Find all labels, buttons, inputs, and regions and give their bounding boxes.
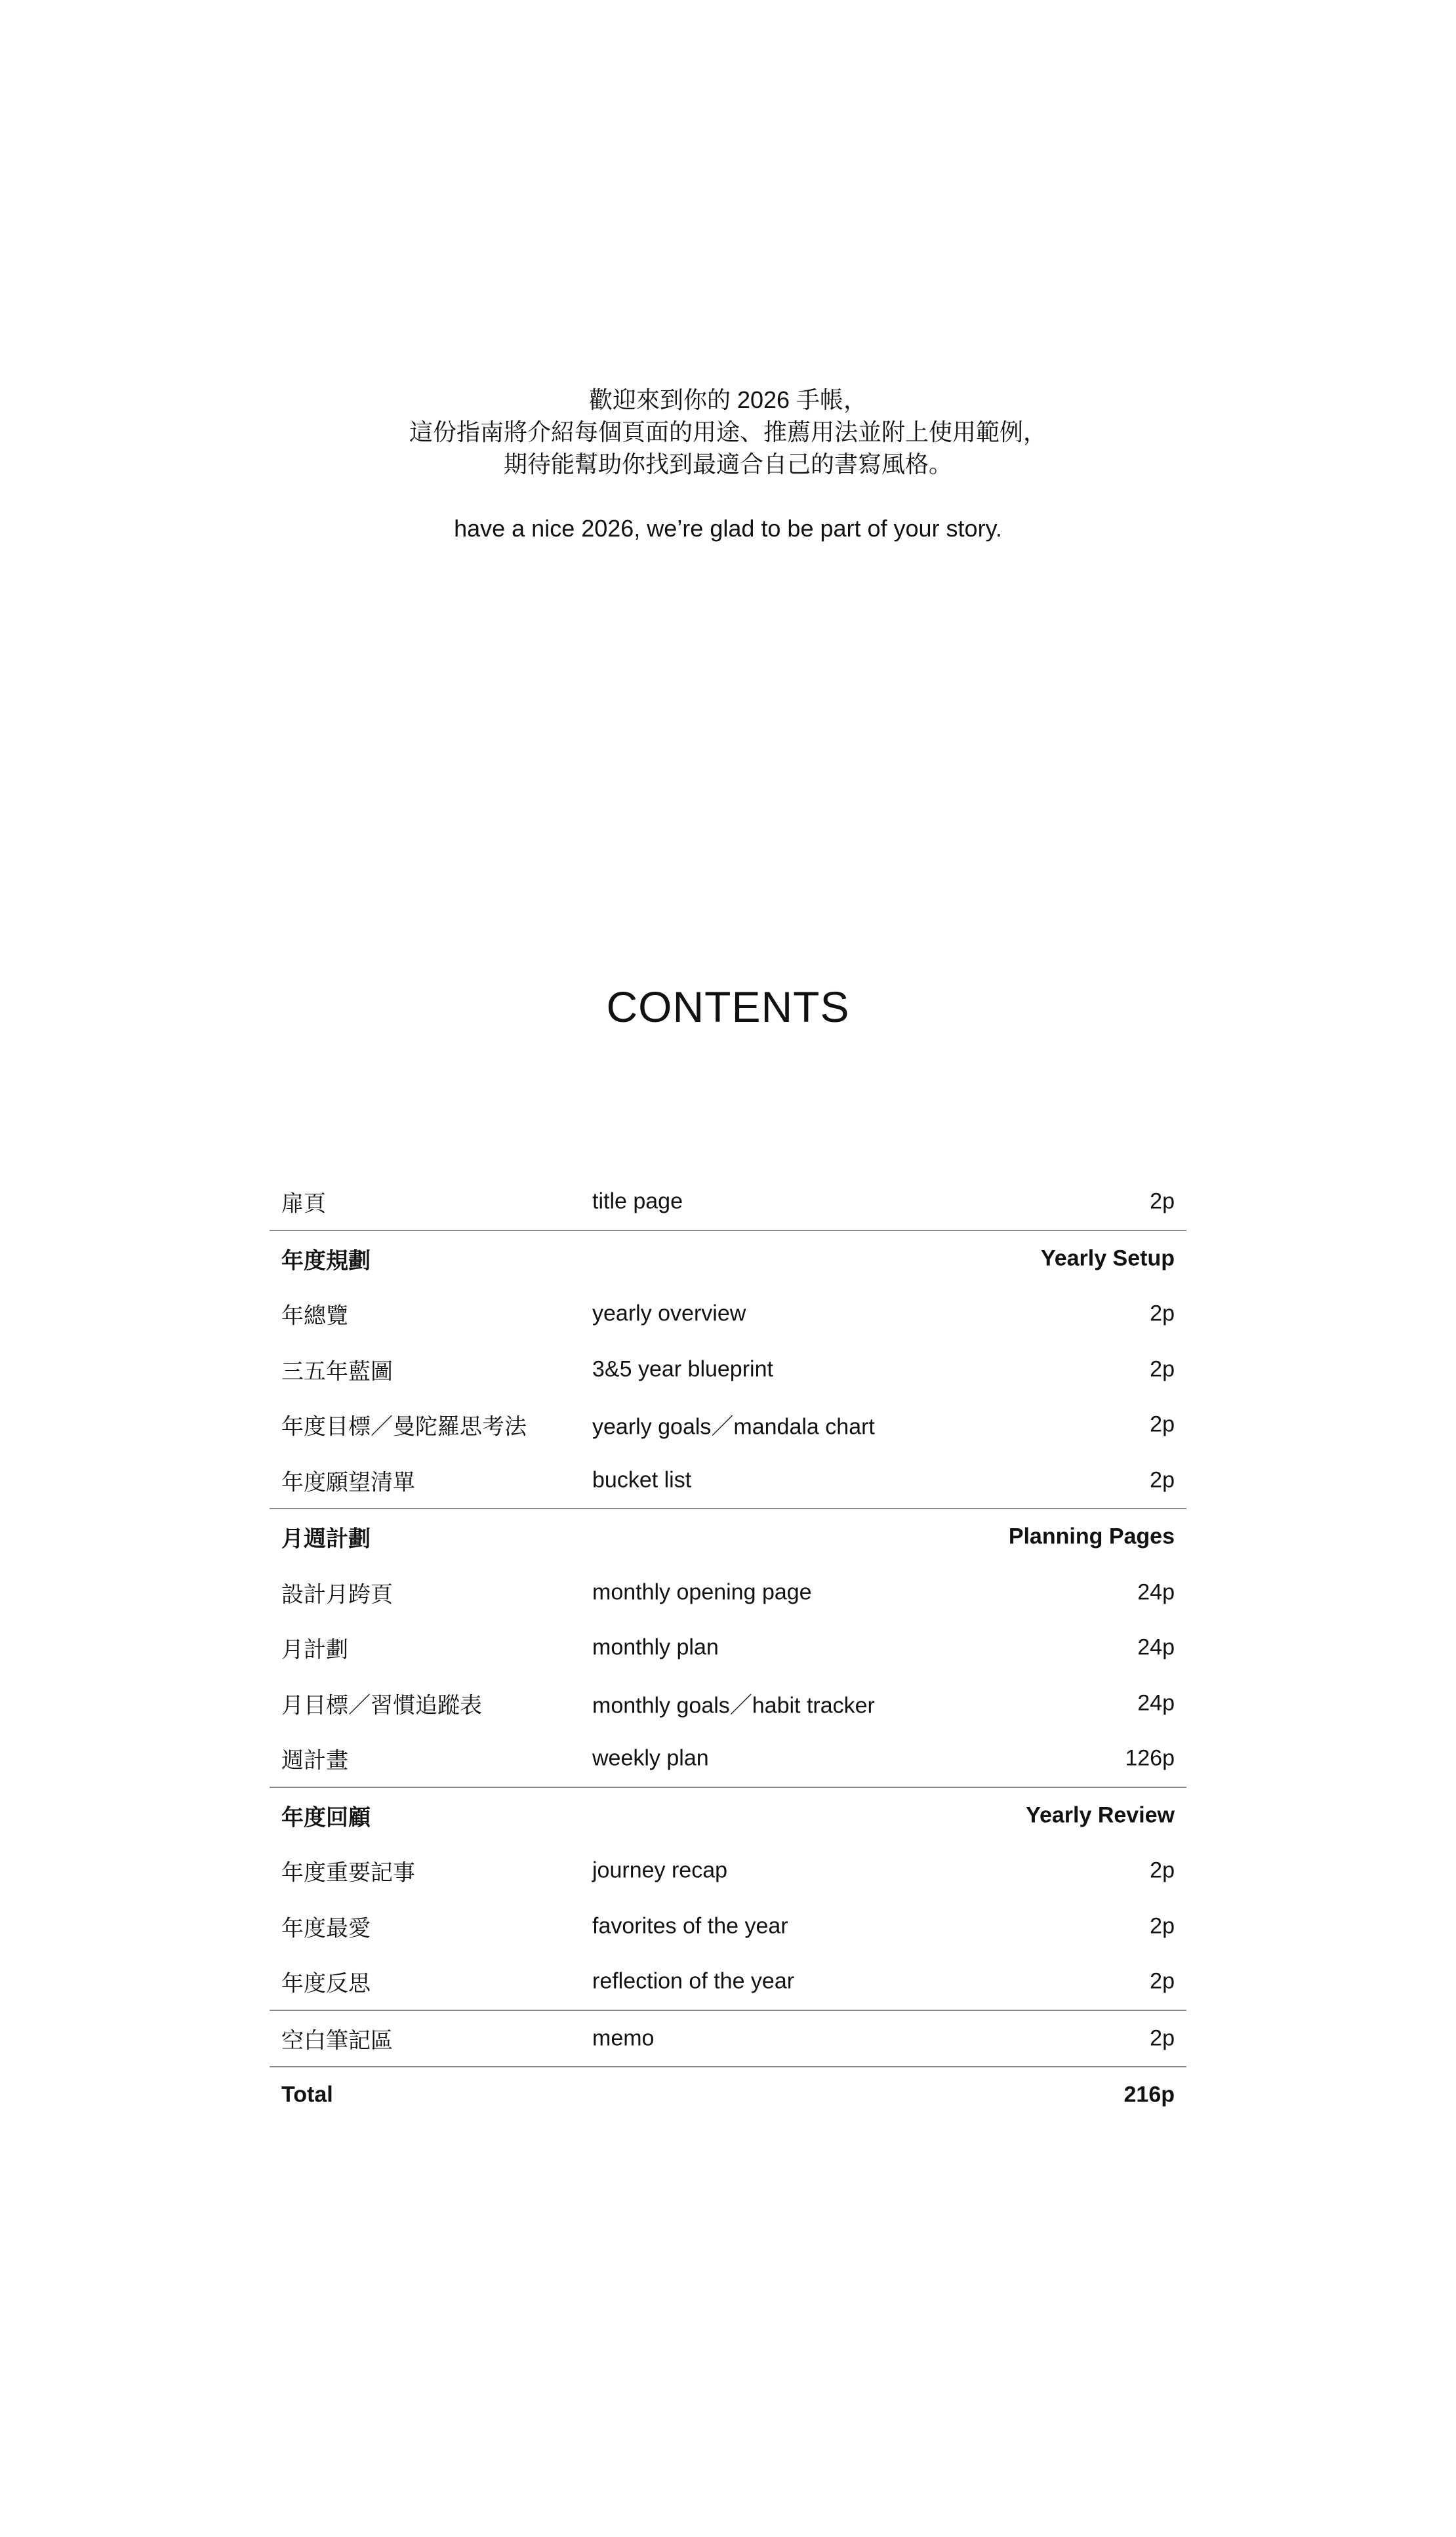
toc-page-count: 24p <box>1137 1579 1175 1605</box>
toc-row-title-page <box>270 1174 1186 1230</box>
toc-page-count: 2p <box>1150 1356 1175 1382</box>
toc-zh-label: 空白筆記區 <box>281 2028 393 2054</box>
toc-en-label: 3&5 year blueprint <box>592 1356 773 1382</box>
toc-en-label: monthly goals／habit tracker <box>592 1693 875 1718</box>
toc-zh-label: 扉頁 <box>281 1191 326 1217</box>
toc-zh-label: 月目標／習慣追蹤表 <box>281 1693 482 1718</box>
toc-zh-label: 三五年藍圖 <box>281 1359 393 1385</box>
toc-en-label: monthly opening page <box>592 1579 812 1605</box>
toc-section-zh: 年度回顧 <box>281 1805 371 1831</box>
toc-row-journey-recap <box>270 1843 1186 1899</box>
toc-row-weekly-plan <box>270 1731 1186 1787</box>
toc-total-label: Total <box>281 2082 333 2107</box>
intro-line-3: 期待能幫助你找到最適合自己的書寫風格。 <box>503 451 952 477</box>
intro-text <box>0 384 1456 544</box>
toc-page-count: 126p <box>1125 1745 1175 1771</box>
toc-en-label: journey recap <box>592 1857 728 1883</box>
intro-line-2: 這份指南將介紹每個頁面的用途、推薦用法並附上使用範例， <box>409 418 1047 445</box>
toc-en-label: yearly goals／mandala chart <box>592 1414 875 1440</box>
toc-section-planning-pages <box>270 1509 1186 1565</box>
toc-row-bucket-list <box>270 1453 1186 1509</box>
toc-section-zh: 月週計劃 <box>281 1526 371 1552</box>
toc-total-pages: 216p <box>1123 2082 1175 2107</box>
toc-section-yearly-review <box>270 1788 1186 1844</box>
toc-zh-label: 年度願望清單 <box>281 1470 415 1495</box>
toc-row-yearly-goals <box>270 1397 1186 1453</box>
intro-line-4: have a nice 2026, we’re glad to be part of your story. <box>454 515 1002 542</box>
intro-gap <box>0 480 1456 512</box>
toc-row-memo <box>270 2011 1186 2067</box>
toc-row-blueprint <box>270 1342 1186 1398</box>
toc-zh-label: 月計劃 <box>281 1637 348 1663</box>
intro-line-1: 歡迎來到你的 2026 手帳， <box>588 386 868 413</box>
toc-en-label: reflection of the year <box>592 1968 795 1994</box>
toc-page-count: 2p <box>1150 1968 1175 1994</box>
toc-zh-label: 年度目標／曼陀羅思考法 <box>281 1414 527 1440</box>
contents-title: CONTENTS <box>606 983 850 1031</box>
toc-en-label: bucket list <box>592 1467 692 1493</box>
toc-row-total <box>270 2067 1186 2123</box>
toc-row-yearly-overview <box>270 1286 1186 1342</box>
toc-section-en: Planning Pages <box>1008 1524 1175 1549</box>
toc-row-monthly-opening <box>270 1565 1186 1621</box>
toc-page-count: 24p <box>1137 1634 1175 1660</box>
toc-section-zh: 年度規劃 <box>281 1248 371 1274</box>
toc-row-monthly-goals <box>270 1676 1186 1732</box>
toc-en-label: monthly plan <box>592 1634 719 1660</box>
toc-en-label: yearly overview <box>592 1301 746 1326</box>
toc-page-count: 24p <box>1137 1690 1175 1716</box>
toc-zh-label: 年度重要記事 <box>281 1860 415 1886</box>
toc-page-count: 2p <box>1150 1857 1175 1883</box>
toc-zh-label: 週計畫 <box>281 1748 348 1774</box>
toc-row-reflection <box>270 1954 1186 2010</box>
toc-zh-label: 年總覽 <box>281 1303 348 1329</box>
toc-section-en: Yearly Review <box>1026 1802 1175 1828</box>
toc-zh-label: 年度反思 <box>281 1971 371 1997</box>
toc-en-label: favorites of the year <box>592 1913 788 1939</box>
toc-row-monthly-plan <box>270 1620 1186 1676</box>
toc-section-en: Yearly Setup <box>1040 1246 1175 1271</box>
toc-page-count: 2p <box>1150 2025 1175 2051</box>
toc-section-yearly-setup <box>270 1231 1186 1287</box>
toc-en-label: weekly plan <box>592 1745 709 1771</box>
toc-page-count: 2p <box>1150 1467 1175 1493</box>
toc-row-favorites <box>270 1899 1186 1955</box>
toc-page-count: 2p <box>1150 1913 1175 1939</box>
toc-page-count: 2p <box>1150 1188 1175 1214</box>
toc-en-label: memo <box>592 2025 655 2051</box>
toc-page-count: 2p <box>1150 1411 1175 1437</box>
toc-page-count: 2p <box>1150 1301 1175 1326</box>
toc-zh-label: 設計月跨頁 <box>281 1582 393 1608</box>
contents-table <box>270 1174 1186 2123</box>
toc-en-label: title page <box>592 1188 683 1214</box>
toc-zh-label: 年度最愛 <box>281 1916 371 1941</box>
